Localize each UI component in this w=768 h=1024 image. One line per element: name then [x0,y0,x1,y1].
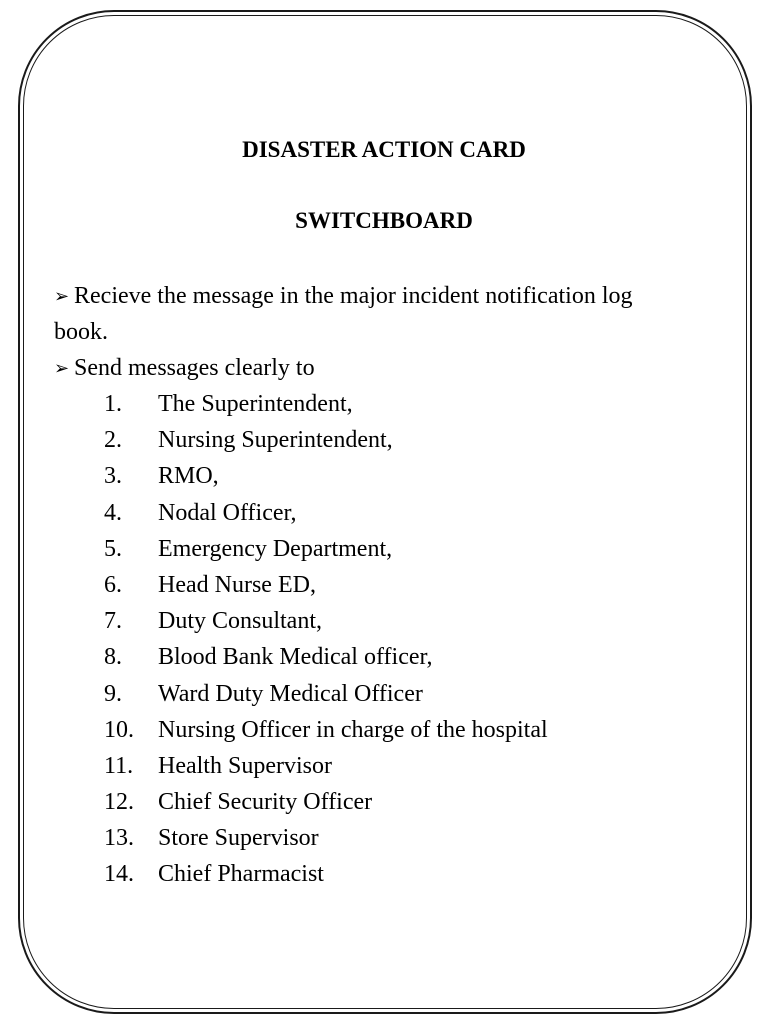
list-text: Ward Duty Medical Officer [158,680,423,707]
arrow-bullet-icon: ➢ [54,286,70,306]
list-number: 5. [104,535,122,562]
list-number: 1. [104,391,122,417]
list-number: 14. [104,861,134,888]
list-number: 13. [104,825,134,852]
list-text: Health Supervisor [158,752,332,779]
list-number: 8. [104,644,122,671]
list-number: 10. [104,716,134,743]
list-text: Blood Bank Medical officer, [158,644,433,671]
card-subtitle: SWITCHBOARD [295,208,473,233]
list-text: Nodal Officer, [158,499,297,526]
list-text: RMO, [158,463,219,490]
list-number: 6. [104,571,122,598]
list-text: Nursing Officer in charge of the hospital [158,716,548,743]
list-number: 3. [104,463,122,490]
list-text: Emergency Department, [158,535,393,562]
list-text: Head Nurse ED, [158,571,316,598]
instruction-send [54,350,694,386]
list-text: Store Supervisor [158,825,319,852]
list-text: Nursing Superintendent, [158,427,393,454]
instruction-receive-continuation: book. [54,319,108,345]
list-number: 12. [104,789,134,816]
list-number: 4. [104,499,122,526]
list-text: The Superintendent, [158,391,353,417]
list-text: Chief Security Officer [158,789,373,816]
list-number: 2. [104,427,122,454]
instructions [54,278,694,386]
instruction-text: Recieve the message in the major incident notification log [74,283,633,309]
list-number: 7. [104,608,122,635]
instruction-receive [54,278,694,314]
list-number: 9. [104,680,122,707]
arrow-bullet-icon: ➢ [54,358,70,378]
list-number: 11. [104,752,134,779]
card-title: DISASTER ACTION CARD [242,137,526,162]
list-text: Duty Consultant, [158,608,323,635]
list-text: Chief Pharmacist [158,861,324,888]
instruction-text: Send messages clearly to [74,355,315,381]
